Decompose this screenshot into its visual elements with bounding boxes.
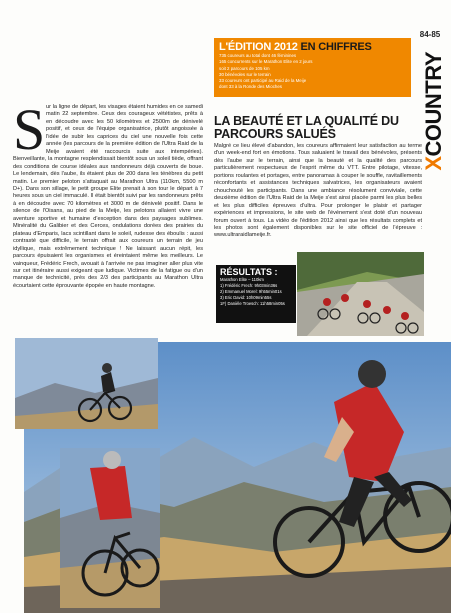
stats-line: soit 2 parcours de 105 km	[219, 65, 270, 71]
article-lead-text: ur la ligne de départ, les visages étaient humides en ce samedi matin 22 septembre. Ceux des courageux vététistes, prêts à en découdre avec les 50 kilomètres et 2500m de dénivelé positif, et ceux de l'équipe organisatrice, plutôt angoissée à l'idée de subir les caprices du ciel une nouvelle fois cette année (les parcours de la première édition de l'Ultra Raid de la Meije avaient été raccourcis suite aux intempéries). Bienveillante, la montagne resplendissait bientôt sous un soleil tiède, offrant des conditions de course idéales aux randonneurs déjà couverts de boue. Le lendemain, dès l'aube, ils étaient plus de 200 dans les ténèbres du petit matin. Le premier peloton s'attaquait au Marathon Ultra (110km, 5500 m D+). Dans son sillage, le petit groupe Elite prenait à son tour le départ à 7 heures sous un ciel immaculé. Il était bientôt suivi par les randonneurs prêts à en découdre avec 70 kilomètres et 3000 m de dénivelé positif. Dans le silence de l'Oisans, au pied de la Meije, les pelotons allaient vivre une aventure sportive et humaine d'exception dans des paysages sublimes. Minéralité du Galibier et des Cerces, ondulations dorées des prairies du plateau d'Emparis, lacs scintillant dans le soleil, rudesse des éboulis : aussi contrasté que difficile, le terrain offrait aux coureurs un terrain de jeu idyllique, mais extrêmement technique ! Ne laissant aucun répit, les parcours épuisaient les organismes et éreintaient même les meilleurs. Le vainqueur, Frédéric Frech, avouait à l'arrivée ne pas imaginer aller plus vite sur cet itinéraire aussi exigeant que ludique. Victimes de la fatigue ou d'un manque de technicité, près des 2/3 des participants au Marathon Ultra écourtaient cette éprouvante épopée en haute montagne.	[13, 104, 203, 289]
page-number: 84-85	[419, 30, 441, 39]
results-line: Marathon Elite – 110km	[220, 277, 264, 282]
stats-title-year: L'ÉDITION 2012	[219, 41, 298, 53]
stats-title-label: EN CHIFFRES	[300, 41, 372, 53]
results-box	[216, 265, 296, 323]
results-line: 1F) Danièle Troesch: 11h58min05s	[220, 301, 285, 306]
photo-peloton	[297, 252, 424, 336]
stats-line: 735 coureurs au total dont 46 féminines	[219, 53, 297, 58]
results-line: 2) Emmanuel Morel: 9h55min01s	[220, 289, 282, 294]
stats-title	[219, 41, 406, 53]
stats-line: dont 33 à la Ronde des Mioches	[219, 84, 282, 90]
section-banner-x: X	[421, 156, 446, 171]
photo-rider-ridge	[15, 338, 158, 429]
article-body-text: Malgré ce lieu élevé d'abandon, les coureurs affirmaient leur satisfaction au terme d'un week-end fort en émotions. Tous saluaient le travail des bénévoles, présents dès l'aube sur le terrain, ainsi que la beauté et la qualité des parcours particulièrement respectueux de l'esprit même du VTT. Entre pilotage, vitesse, portions roulantes et portages, entre panoramas à couper le souffle, ravitaillements réconfortants et assistances techniques salvatrices, les organisateurs avaient chouchouté les participants. Dans une ambiance résolument conviviale, cette deuxième édition de l'Ultra Raid de la Meije s'est ainsi placée parmi les plus belles et les plus difficiles épreuves d'ultra. Pour prolonger le plaisir et partager expériences et impressions, le site web de l'événement s'est doté d'un nouveau forum ouvert à tous. La vidéo de l'édition 2012 ainsi que les résultats complets et les photos sont également disponibles sur le site officiel de l'épreuve : www.ultraraidlameije.fr.	[214, 143, 422, 239]
drop-cap: S	[13, 97, 46, 162]
article-headline: LA BEAUTÉ ET LA QUALITÉ DU PARCOURS SALUÉS	[214, 114, 399, 141]
stats-line: 30 bénévoles sur le terrain	[219, 71, 271, 77]
results-line: 1) Frédéric Frech: 9h03min36s	[220, 283, 278, 288]
section-banner-word: COUNTRY	[421, 52, 446, 157]
section-banner	[421, 52, 447, 171]
stats-line: 165 concurrents sur le Marathon Elite en 2 jours	[219, 59, 313, 65]
photo-rider-climb	[60, 448, 160, 608]
results-title: RÉSULTATS :	[220, 267, 278, 277]
results-line: 3) Eric David: 10h09min55s	[220, 295, 272, 300]
stats-box	[214, 38, 411, 97]
stats-line: 33 coureurs ont participé au Raid de la Meije	[219, 78, 307, 84]
